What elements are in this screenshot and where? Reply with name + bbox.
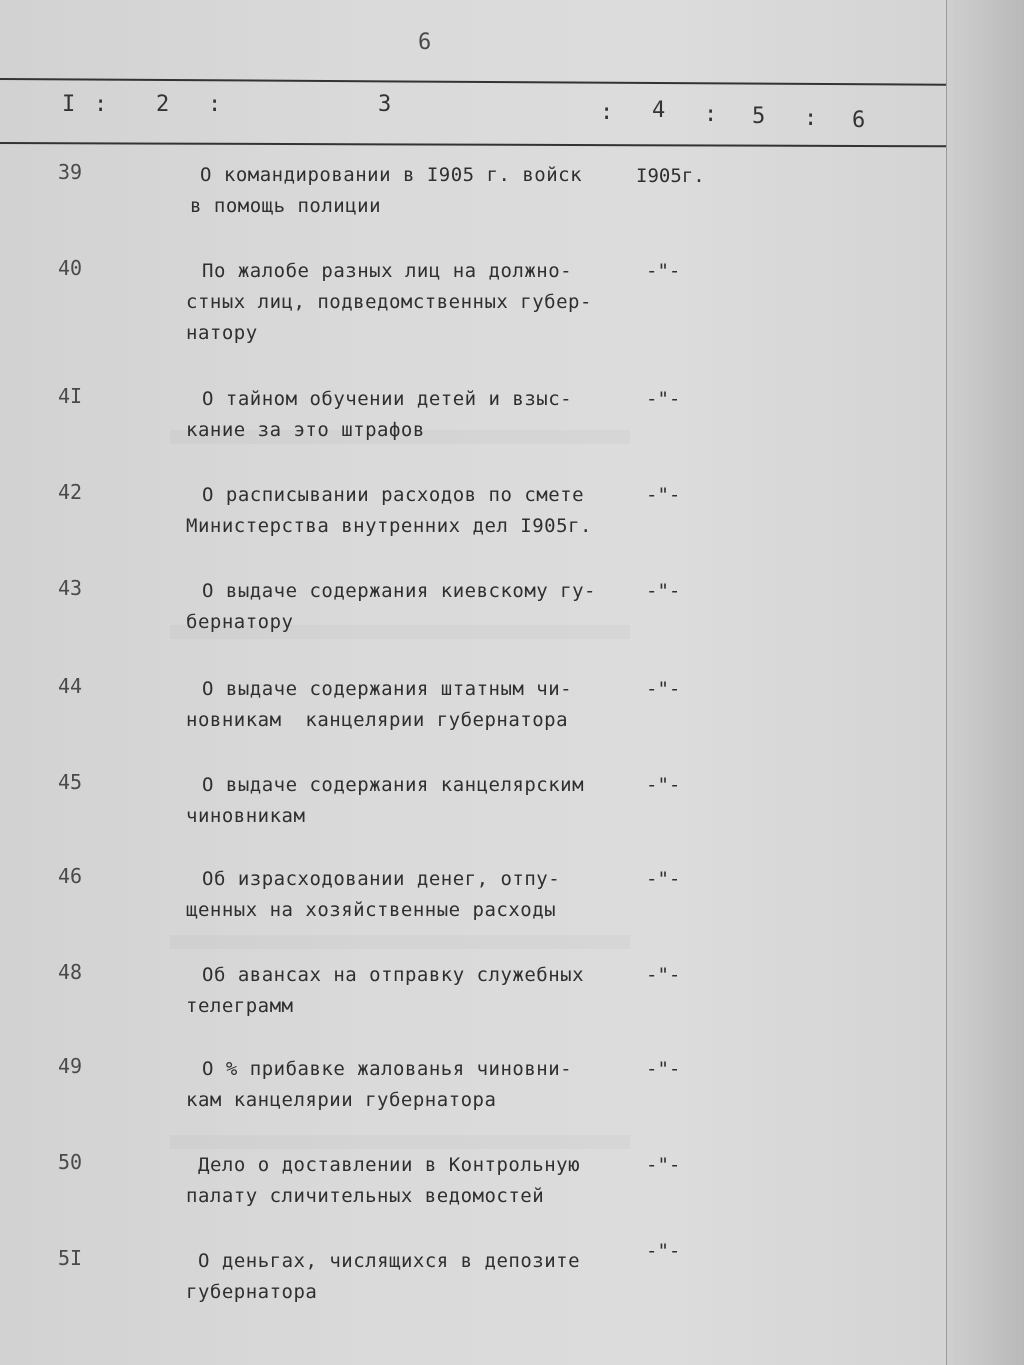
entry-date: -"- (646, 964, 681, 986)
entry-date: -"- (646, 1058, 681, 1080)
entry-number: 43 (58, 576, 83, 600)
show-through-text (170, 1135, 630, 1149)
entry-title-line: губернатора (186, 1281, 318, 1303)
entry-title-line: телеграмм (186, 995, 294, 1017)
entry-title-line: палату сличительных ведомостей (186, 1185, 545, 1207)
entry-title-line: натору (186, 322, 258, 344)
underlying-page-edge (946, 0, 1024, 1365)
entry-title-line: Министерства внутренних дел I905г. (186, 515, 592, 537)
column-header-5: 5 (752, 104, 766, 129)
entry-title (186, 770, 584, 832)
entry-title-line: О выдаче содержания штатным чи- (202, 678, 573, 700)
header-rule-bottom (0, 142, 946, 147)
entry-title-line: О деньгах, числящихся в депозите (198, 1250, 581, 1272)
entry-number: 44 (58, 674, 83, 698)
entry-number: 40 (58, 256, 83, 280)
entry-number: 49 (58, 1054, 83, 1078)
column-separator: : (94, 92, 108, 117)
entry-date: -"- (646, 1240, 681, 1262)
entry-number: 42 (58, 480, 83, 504)
entry-title-line: щенных на хозяйственные расходы (186, 899, 557, 921)
column-separator: : (804, 106, 818, 131)
entry-title-line: Об израсходовании денег, отпу- (202, 868, 561, 890)
entry-title (186, 1150, 580, 1212)
entry-title-line: в помощь полиции (190, 195, 382, 217)
column-header-1: I (62, 92, 76, 117)
entry-title-line: По жалобе разных лиц на должно- (202, 260, 573, 282)
entry-date: -"- (646, 484, 681, 506)
entry-number: 5I (58, 1246, 83, 1270)
entry-number: 48 (58, 960, 83, 984)
entry-title-line: новникам канцелярии губернатора (186, 709, 569, 731)
entry-title-line: О командировании в I905 г. войск (200, 164, 583, 186)
entry-date: I905г. (636, 165, 705, 187)
column-header-2: 2 (156, 92, 170, 117)
entry-title (186, 576, 596, 638)
entry-date: -"- (646, 260, 681, 282)
column-header-6: 6 (852, 108, 866, 133)
entry-title-line: О выдаче содержания канцелярским (202, 774, 585, 796)
entry-title (186, 384, 572, 446)
entry-title (186, 674, 572, 736)
entry-title-line: Дело о доставлении в Контрольную (198, 1154, 581, 1176)
entry-title (186, 960, 584, 1022)
entry-title (186, 480, 592, 542)
entry-title (186, 256, 592, 349)
entry-number: 46 (58, 864, 83, 888)
entry-title-line: бернатору (186, 611, 294, 633)
entry-date: -"- (646, 388, 681, 410)
entry-date: -"- (646, 868, 681, 890)
column-separator: : (704, 102, 718, 127)
entry-title-line: кание за это штрафов (186, 419, 425, 441)
entry-title-line: О выдаче содержания киевскому гу- (202, 580, 596, 602)
entry-date: -"- (646, 1154, 681, 1176)
show-through-text (170, 935, 630, 949)
entry-title-line: О расписывании расходов по смете (202, 484, 585, 506)
column-separator: : (208, 92, 222, 117)
entry-title (186, 1246, 580, 1308)
entry-number: 45 (58, 770, 83, 794)
column-separator: : (600, 100, 614, 125)
entry-date: -"- (646, 580, 681, 602)
entry-number: 39 (58, 160, 83, 184)
entry-title-line: кам канцелярии губернатора (186, 1089, 497, 1111)
entry-title-line: Об авансах на отправку служебных (202, 964, 585, 986)
column-header-3: 3 (378, 92, 392, 117)
header-rule-top (0, 78, 946, 86)
entry-number: 50 (58, 1150, 83, 1174)
entry-title (186, 1054, 572, 1116)
entry-title-line: стных лиц, подведомственных губер- (186, 291, 592, 313)
entry-date: -"- (646, 774, 681, 796)
entry-title (190, 160, 583, 222)
entry-title-line: О % прибавке жалованья чиновни- (202, 1058, 573, 1080)
entry-number: 4I (58, 384, 83, 408)
entry-title (186, 864, 560, 926)
entry-title-line: О тайном обучении детей и взыс- (202, 388, 573, 410)
page-number: 6 (418, 30, 432, 55)
column-header-4: 4 (652, 98, 666, 123)
entry-date: -"- (646, 678, 681, 700)
entry-title-line: чиновникам (186, 805, 306, 827)
